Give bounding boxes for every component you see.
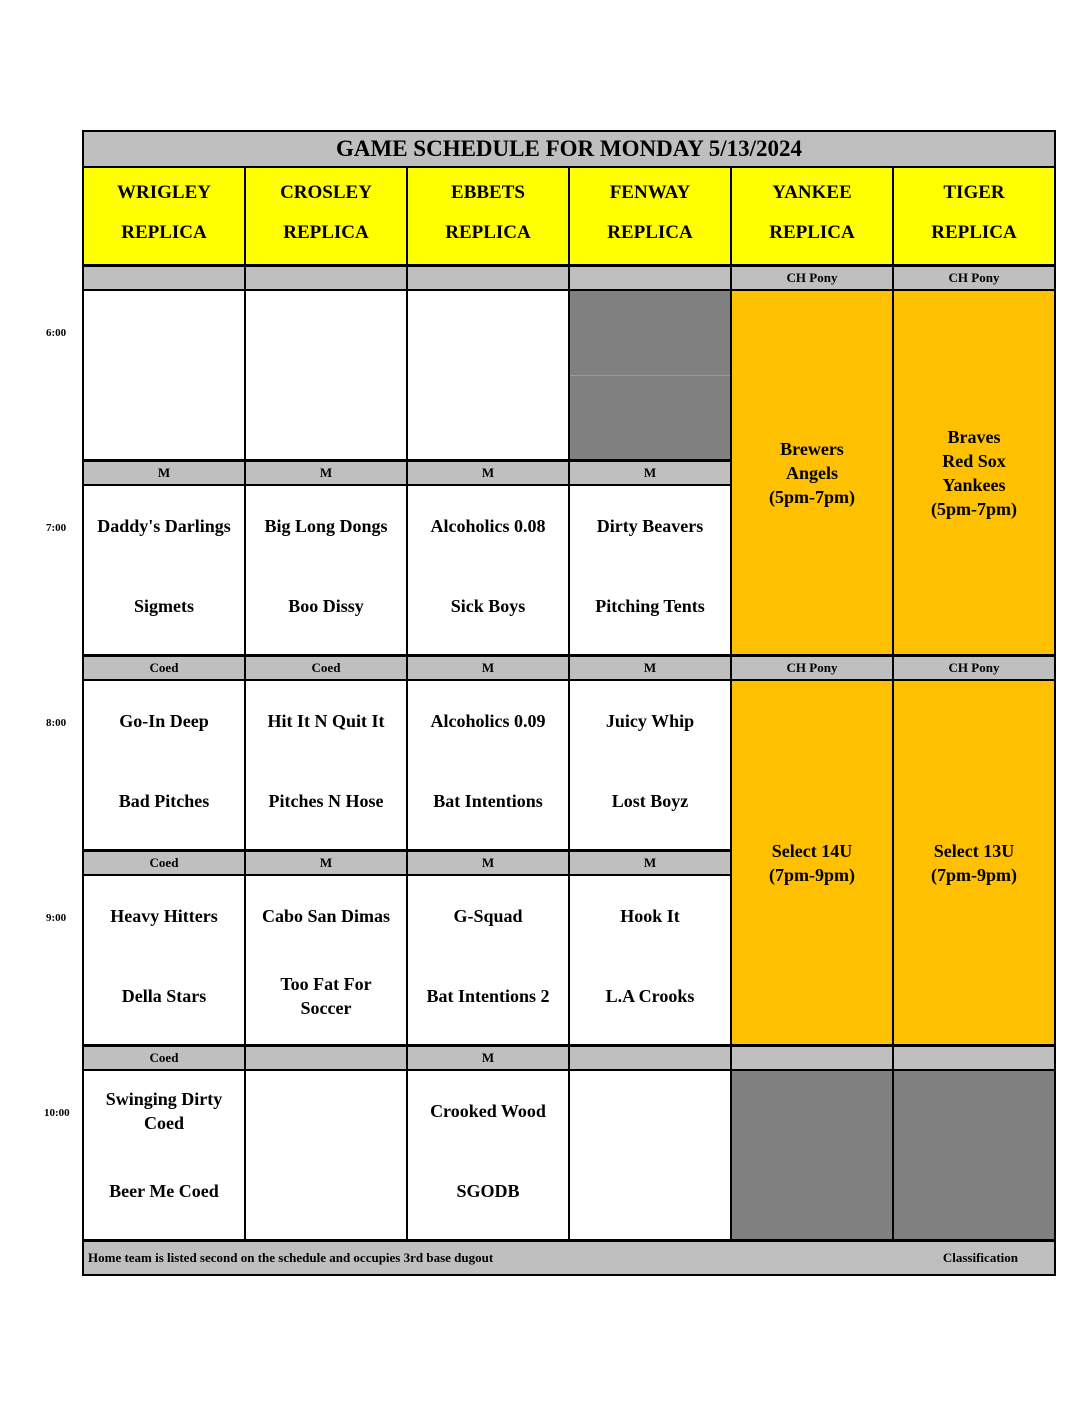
block-line: Yankees [942, 474, 1006, 495]
footer-legend: Classification [942, 1250, 1018, 1265]
field-type: REPLICA [445, 222, 531, 243]
home-team: Beer Me Coed [109, 1181, 219, 1201]
game-cell [568, 484, 732, 656]
block-booking-tiger [892, 679, 1056, 1046]
time-label: 10:00 [44, 1107, 70, 1119]
classification-cell: Coed [82, 850, 246, 876]
game-cell [244, 484, 408, 656]
game-cell [406, 1069, 570, 1241]
away-team: Juicy Whip [605, 711, 695, 731]
classification-cell: M [568, 850, 732, 876]
empty-game-cell [82, 289, 246, 461]
home-team: Bad Pitches [118, 791, 210, 811]
classification-cell: Coed [244, 655, 408, 681]
game-cell [82, 874, 246, 1046]
field-type: REPLICA [931, 222, 1017, 243]
block-line: Select 13U [933, 840, 1015, 861]
unavailable-cell [568, 289, 732, 461]
away-team: Swinging Dirty Coed [105, 1089, 223, 1133]
home-team: Lost Boyz [611, 791, 689, 811]
empty-game-cell [568, 1069, 732, 1241]
classification-cell [730, 1045, 894, 1071]
classification-cell: M [568, 655, 732, 681]
classification-cell: Coed [82, 1045, 246, 1071]
away-team: Cabo San Dimas [261, 906, 391, 926]
block-booking-tiger [892, 289, 1056, 656]
away-team: Heavy Hitters [110, 906, 218, 926]
classification-cell: M [568, 460, 732, 486]
classification-cell: CH Pony [892, 655, 1056, 681]
field-type: REPLICA [283, 222, 369, 243]
time-label: 7:00 [46, 522, 67, 534]
home-team: Boo Dissy [288, 596, 364, 616]
game-cell [244, 874, 408, 1046]
field-name: WRIGLEY [117, 182, 211, 203]
away-team: Big Long Dongs [264, 516, 388, 536]
away-team: Daddy's Darlings [97, 516, 231, 536]
unavailable-cell [730, 1069, 894, 1241]
classification-cell: CH Pony [730, 655, 894, 681]
field-name: TIGER [943, 182, 1005, 203]
away-team: Alcoholics 0.09 [430, 711, 546, 731]
away-team: Alcoholics 0.08 [430, 516, 546, 536]
home-team: Sick Boys [450, 596, 526, 616]
away-team: Dirty Beavers [596, 516, 704, 536]
classification-cell: M [406, 655, 570, 681]
field-header-yankee [730, 166, 894, 266]
away-team: Go-In Deep [119, 711, 209, 731]
field-name: CROSLEY [280, 182, 372, 203]
home-team: Pitches N Hose [268, 791, 384, 811]
home-team: L.A Crooks [605, 986, 695, 1006]
classification-cell [568, 265, 732, 291]
field-type: REPLICA [607, 222, 693, 243]
game-cell [82, 1069, 246, 1241]
classification-cell: M [406, 460, 570, 486]
home-team: SGODB [456, 1181, 520, 1201]
game-cell [244, 679, 408, 851]
classification-cell [892, 1045, 1056, 1071]
classification-cell: CH Pony [892, 265, 1056, 291]
field-type: REPLICA [769, 222, 855, 243]
field-header-ebbets [406, 166, 570, 266]
classification-cell [244, 1045, 408, 1071]
block-line: Red Sox [942, 450, 1006, 471]
game-cell [568, 874, 732, 1046]
time-label: 9:00 [46, 912, 67, 924]
time-label: 8:00 [46, 717, 67, 729]
classification-cell [82, 265, 246, 291]
home-team: Della Stars [121, 986, 207, 1006]
field-header-tiger [892, 166, 1056, 266]
classification-cell: Coed [82, 655, 246, 681]
home-team: Too Fat For Soccer [280, 974, 372, 1018]
home-team: Sigmets [134, 596, 194, 616]
block-line: (7pm-9pm) [769, 864, 855, 885]
time-label: 6:00 [46, 327, 67, 339]
cell-divider [570, 375, 730, 376]
field-type: REPLICA [121, 222, 207, 243]
field-header-wrigley [82, 166, 246, 266]
block-line: Angels [785, 462, 838, 483]
block-line: (5pm-7pm) [769, 486, 855, 507]
game-cell [82, 484, 246, 656]
game-cell [406, 484, 570, 656]
classification-cell [244, 265, 408, 291]
block-line: (7pm-9pm) [931, 864, 1017, 885]
empty-game-cell [406, 289, 570, 461]
field-name: EBBETS [451, 182, 525, 203]
block-booking-yankee [730, 289, 894, 656]
away-team: Crooked Wood [430, 1101, 546, 1121]
unavailable-cell [892, 1069, 1056, 1241]
classification-cell [406, 265, 570, 291]
away-team: Hit It N Quit It [267, 711, 385, 731]
block-line: Select 14U [771, 840, 853, 861]
away-team: Hook It [620, 906, 680, 926]
game-cell [406, 679, 570, 851]
home-team: Bat Intentions [433, 791, 543, 811]
field-name: YANKEE [772, 182, 852, 203]
classification-cell: M [244, 850, 408, 876]
block-line: Braves [947, 426, 1001, 447]
field-name: FENWAY [609, 182, 691, 203]
empty-game-cell [244, 289, 408, 461]
block-line: Brewers [780, 438, 844, 459]
classification-cell: M [244, 460, 408, 486]
block-booking-yankee [730, 679, 894, 1046]
classification-cell: M [406, 1045, 570, 1071]
game-cell [82, 679, 246, 851]
empty-game-cell [244, 1069, 408, 1241]
away-team: G-Squad [453, 906, 523, 926]
classification-cell [568, 1045, 732, 1071]
game-cell [568, 679, 732, 851]
field-header-crosley [244, 166, 408, 266]
schedule-title: GAME SCHEDULE FOR MONDAY 5/13/2024 [82, 130, 1056, 168]
home-team: Pitching Tents [595, 596, 705, 616]
schedule-sheet [82, 130, 1056, 1276]
block-line: (5pm-7pm) [931, 498, 1017, 519]
game-cell [406, 874, 570, 1046]
classification-cell: M [82, 460, 246, 486]
field-header-fenway [568, 166, 732, 266]
footer-note: Home team is listed second on the schedule and occupies 3rd base dugout [88, 1250, 494, 1265]
home-team: Bat Intentions 2 [426, 986, 550, 1006]
schedule-footer [82, 1240, 1056, 1276]
classification-cell: M [406, 850, 570, 876]
classification-cell: CH Pony [730, 265, 894, 291]
